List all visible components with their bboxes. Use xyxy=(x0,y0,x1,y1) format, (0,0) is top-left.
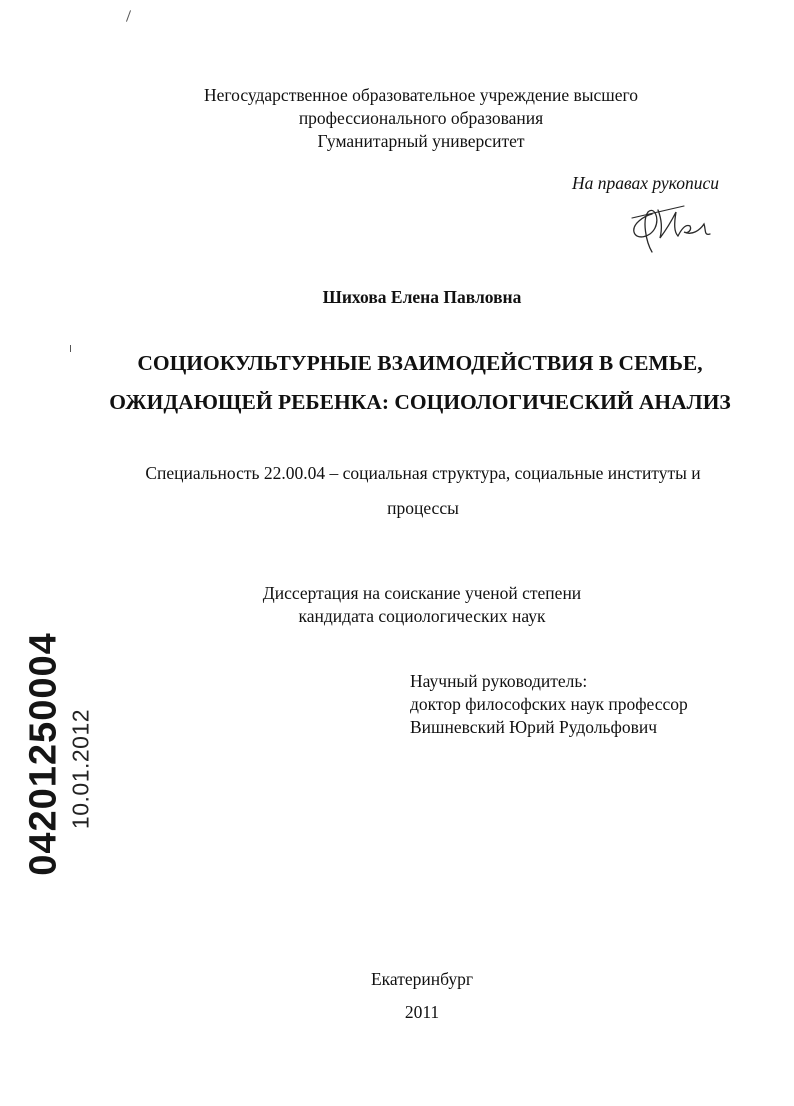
library-stamp-number xyxy=(22,632,66,876)
institution-line: профессионального образования xyxy=(298,108,544,128)
degree-line: кандидата социологических наук xyxy=(298,606,546,626)
institution-line: Негосударственное образовательное учреждение высшего xyxy=(203,85,639,105)
stamp-number-text: 04201250004 xyxy=(22,632,65,876)
year: 2011 xyxy=(404,1002,440,1022)
specialty-line: процессы xyxy=(387,498,459,518)
library-stamp-date xyxy=(66,700,96,838)
specialty xyxy=(0,456,794,526)
city: Екатеринбург xyxy=(370,969,474,989)
institution-header xyxy=(0,84,794,153)
institution-line: Гуманитарный университет xyxy=(317,131,525,151)
supervisor-degree: доктор философских наук профессор xyxy=(410,694,688,714)
author-signature xyxy=(622,190,722,256)
stamp-date-text: 10.01.2012 xyxy=(67,708,94,830)
supervisor-name: Вишневский Юрий Рудольфович xyxy=(410,717,658,737)
degree-statement xyxy=(0,582,794,628)
manuscript-note: На правах рукописи xyxy=(572,173,719,193)
author-name xyxy=(0,287,794,308)
dissertation-title xyxy=(0,344,794,422)
supervisor-block xyxy=(410,670,688,739)
title-line: ОЖИДАЮЩЕЙ РЕБЕНКА: СОЦИОЛОГИЧЕСКИЙ АНАЛИЗ xyxy=(109,390,731,414)
supervisor-label: Научный руководитель: xyxy=(410,671,588,691)
scan-mark xyxy=(126,10,131,22)
place-and-year xyxy=(0,963,794,1029)
degree-line: Диссертация на соискание ученой степени xyxy=(262,583,582,603)
author-name-text: Шихова Елена Павловна xyxy=(322,287,522,307)
title-line: СОЦИОКУЛЬТУРНЫЕ ВЗАИМОДЕЙСТВИЯ В СЕМЬЕ, xyxy=(137,351,703,375)
specialty-line: Специальность 22.00.04 – социальная структура, социальные институты и xyxy=(145,463,701,483)
